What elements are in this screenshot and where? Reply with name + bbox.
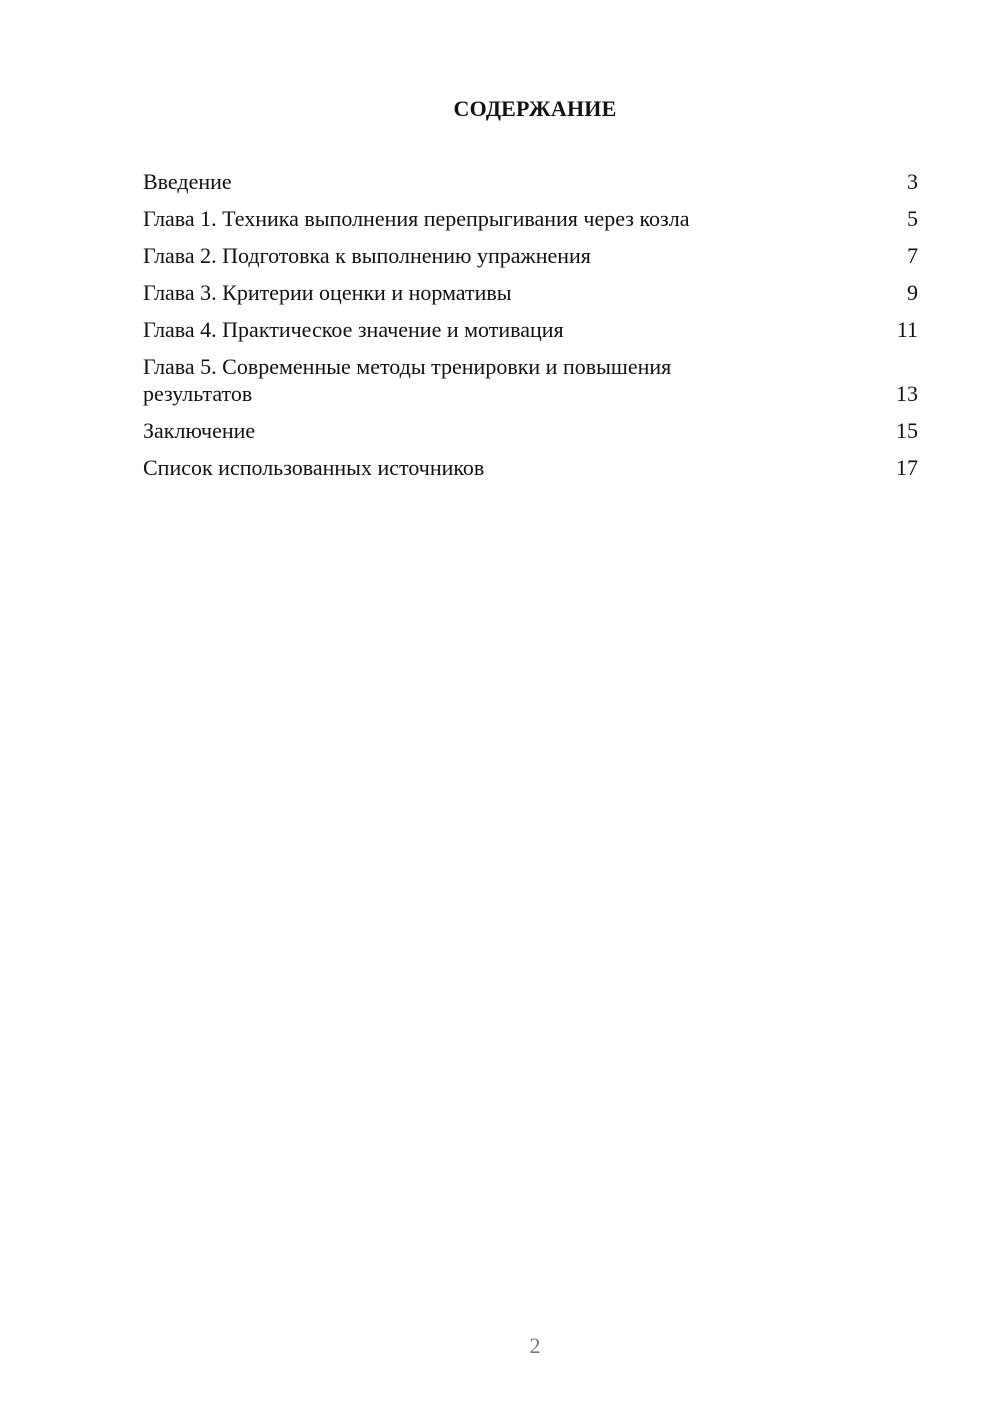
toc-item-chapter-4[interactable]: [143, 316, 918, 343]
toc-item-page: 7: [907, 243, 918, 268]
toc-item-chapter-1[interactable]: [143, 205, 918, 232]
toc-item-introduction[interactable]: [143, 168, 918, 195]
toc-item-label: Введение: [143, 169, 232, 194]
toc-item-label: Глава 4. Практическое значение и мотивация: [143, 317, 564, 342]
toc-item-page: 15: [896, 418, 918, 443]
page-title: СОДЕРЖАНИЕ: [453, 96, 617, 121]
toc-item-label: Глава 3. Критерии оценки и нормативы: [143, 280, 512, 305]
toc-item-chapter-2[interactable]: [143, 242, 918, 269]
toc-item-page: 11: [896, 317, 918, 342]
toc-item-label: Глава 2. Подготовка к выполнению упражнения: [143, 243, 591, 268]
toc-item-label: Заключение: [143, 418, 256, 443]
toc-item-page: 5: [907, 206, 918, 231]
table-of-contents: [143, 168, 918, 491]
toc-item-label: Глава 1. Техника выполнения перепрыгивания через козла: [143, 206, 690, 231]
page-number: 2: [529, 1333, 541, 1358]
toc-item-label: Список использованных источников: [143, 455, 485, 480]
toc-item-page: 13: [896, 381, 918, 406]
toc-item-chapter-5[interactable]: [143, 353, 918, 407]
toc-item-label: Глава 5. Современные методы тренировки и повышения результатов: [143, 354, 672, 406]
toc-item-page: 17: [896, 455, 918, 480]
toc-item-page: 9: [907, 280, 918, 305]
toc-item-chapter-3[interactable]: [143, 279, 918, 306]
toc-item-conclusion[interactable]: [143, 417, 918, 444]
toc-item-page: 3: [907, 169, 918, 194]
toc-item-references[interactable]: [143, 454, 918, 481]
